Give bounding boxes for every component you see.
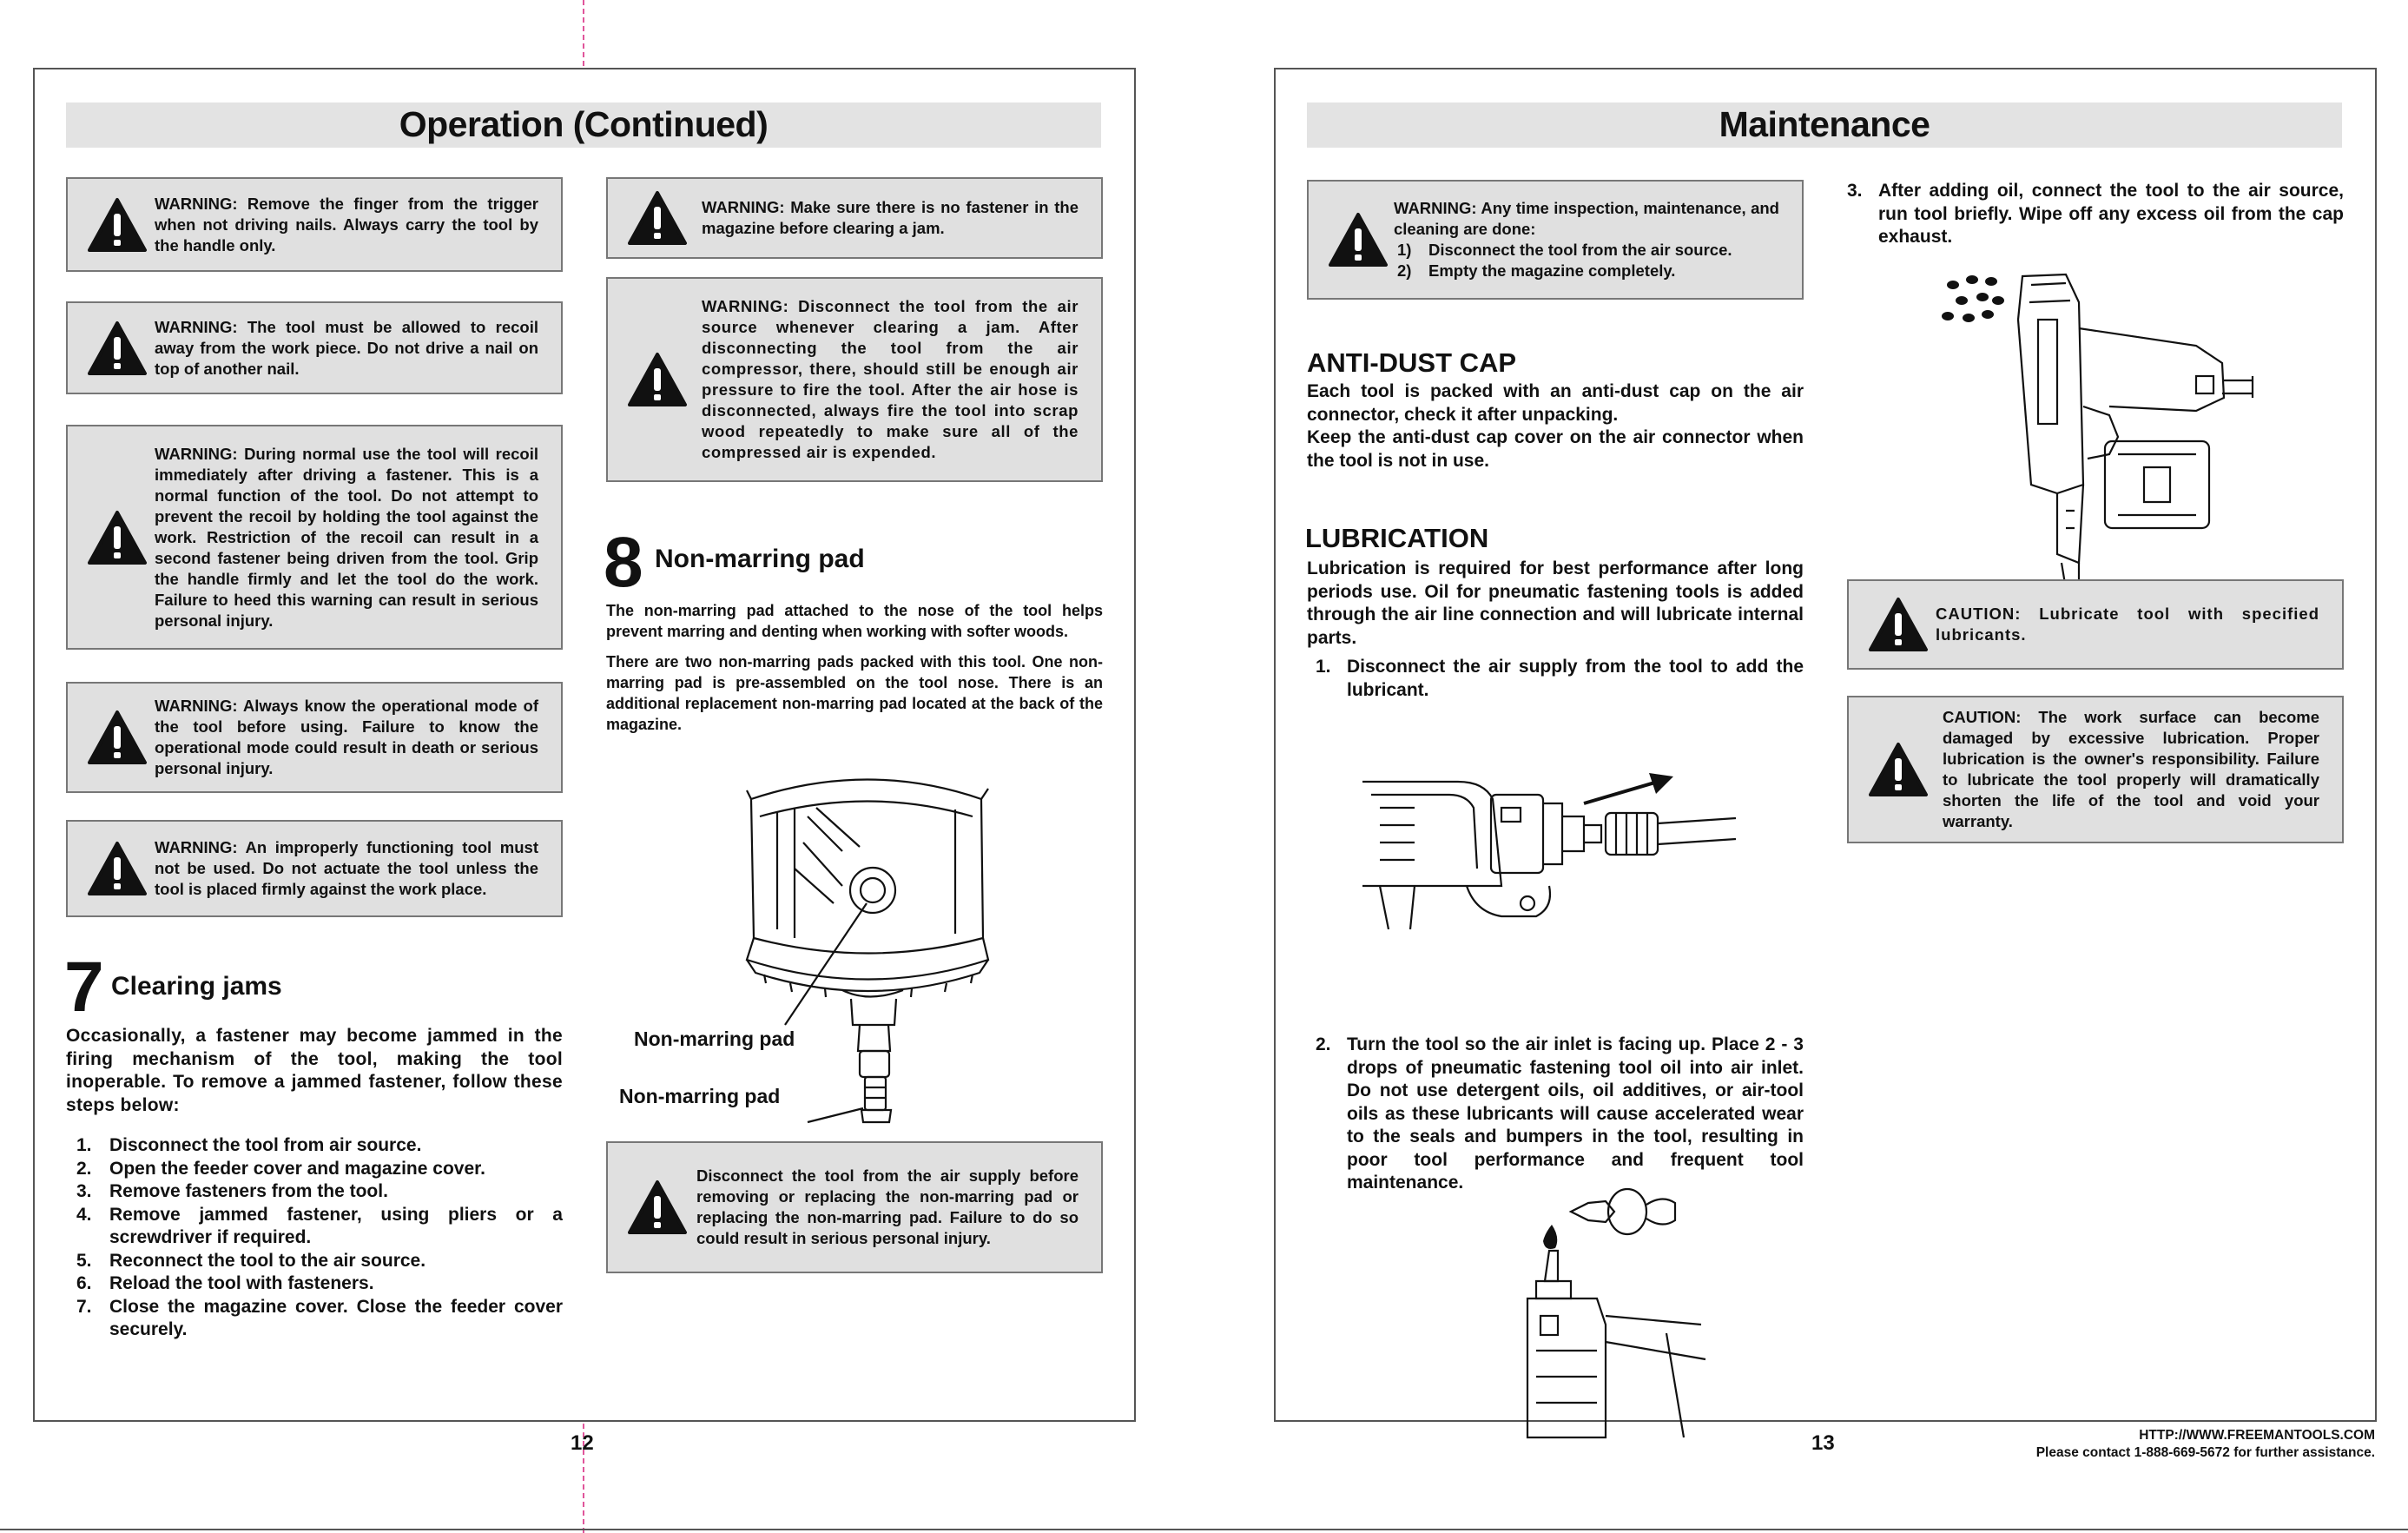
warning-lead: WARNING: Any time inspection, maintenance, and cleaning are done: bbox=[1394, 199, 1779, 238]
warning-icon bbox=[87, 710, 148, 765]
warning-box bbox=[1307, 180, 1804, 300]
caution-text: CAUTION: Lubricate tool with specified lubricants. bbox=[1936, 605, 2319, 644]
warning-icon bbox=[627, 1179, 688, 1235]
warning-text: WARNING: Always know the operational mode of the tool before using. Failure to know the operational mode could result in death or serious personal injury. bbox=[155, 697, 538, 777]
warning-icon bbox=[1868, 742, 1929, 797]
warning-text: WARNING: An improperly functioning tool must not be used. Do not actuate the tool unless the tool is placed firmly against the work place. bbox=[155, 838, 538, 898]
section-paragraph: Lubrication is required for best performance after long periods use. Oil for pneumatic fastening tools is added through the air line connection and will lubricate internal parts. bbox=[1307, 558, 1804, 648]
warning-icon bbox=[627, 352, 688, 407]
list-item: 4. Remove jammed fastener, using pliers or a screwdriver if required. bbox=[76, 1204, 563, 1247]
section-paragraph: The non-marring pad attached to the nose of the tool helps prevent marring and denting when working with softer woods. bbox=[606, 602, 1103, 640]
coil-nailer-illustration bbox=[1936, 268, 2266, 615]
footer-url: HTTP://WWW.FREEMANTOOLS.COM bbox=[2139, 1428, 2375, 1443]
warning-text: WARNING: Disconnect the tool from the air source whenever clearing a jam. After disconnecting the tool from the air compressor, there, should still be enough air pressure to fire the tool. After the air hose is disconnected, always fire the tool into scrap wood repeatedly to make sure all of the compressed air is expended. bbox=[702, 297, 1079, 461]
left-page bbox=[33, 68, 1136, 1422]
warning-text: Disconnect the tool from the air supply before removing or replacing the non-marring pad or replacing the non-marring pad. Failure to do so could result in serious personal injury. bbox=[696, 1166, 1079, 1247]
callout-label: Non-marring pad bbox=[634, 1028, 795, 1050]
list-item: 1) Disconnect the tool from the air source. bbox=[1397, 241, 1732, 259]
caution-box bbox=[1847, 579, 2344, 670]
warning-icon bbox=[1328, 212, 1389, 268]
list-item: 3. Remove fasteners from the tool. bbox=[76, 1181, 388, 1201]
warning-box bbox=[66, 425, 563, 650]
footer-phone: Please contact 1-888-669-5672 for further assistance. bbox=[2035, 1445, 2375, 1460]
warning-icon bbox=[87, 320, 148, 376]
section-heading: Clearing jams bbox=[111, 972, 282, 1001]
caution-text: CAUTION: The work surface can become damaged by excessive lubrication. Proper lubrication is the owner's responsibility. Failure to lubricate the tool properly will dramatically shorten the life of the tool and void your warranty. bbox=[1943, 708, 2319, 830]
list-item: 7. Close the magazine cover. Close the feeder cover securely. bbox=[76, 1296, 563, 1339]
air-disconnect-illustration bbox=[1362, 756, 1745, 929]
section-heading: ANTI-DUST CAP bbox=[1307, 347, 1517, 378]
warning-box bbox=[66, 177, 563, 272]
warning-text: WARNING: During normal use the tool will recoil immediately after driving a fastener. This is a normal function of the tool. Do not attempt to prevent the recoil by holding the tool against the work. Restriction of the recoil can result in a second fastener being driven from the tool. Grip the handle firmly and let the tool do the work. Failure to heed this warning can result in serious personal injury. bbox=[155, 444, 538, 630]
warning-text: WARNING: Remove the finger from the trigger when not driving nails. Always carry the tool by the handle only. bbox=[155, 194, 538, 254]
section-number: 7 bbox=[64, 948, 101, 1027]
non-marring-pad-illustration bbox=[712, 764, 1025, 1181]
caution-box bbox=[1847, 696, 2344, 843]
footer-contact bbox=[2036, 1427, 2375, 1462]
page-number: 13 bbox=[1811, 1431, 1835, 1455]
warning-text: WARNING: Make sure there is no fastener in the magazine before clearing a jam. bbox=[702, 198, 1079, 237]
section-intro: Occasionally, a fastener may become jammed in the firing mechanism of the tool, making the tool inoperable. To remove a jammed fastener, follow these steps below: bbox=[66, 1026, 563, 1115]
warning-box bbox=[606, 177, 1103, 259]
steps-list bbox=[76, 1134, 563, 1342]
warning-box bbox=[606, 277, 1103, 482]
page-title: Operation (Continued) bbox=[66, 102, 1101, 148]
warning-box bbox=[66, 682, 563, 793]
right-page bbox=[1274, 68, 2377, 1422]
list-item: 1. Disconnect the tool from air source. bbox=[76, 1135, 422, 1155]
list-item: 6. Reload the tool with fasteners. bbox=[76, 1273, 374, 1293]
page-title: Maintenance bbox=[1307, 102, 2342, 148]
page-number: 12 bbox=[571, 1431, 594, 1455]
section-heading: LUBRICATION bbox=[1305, 523, 1489, 553]
callout-label: Non-marring pad bbox=[619, 1085, 781, 1107]
section-paragraph: There are two non-marring pads packed with this tool. One non-marring pad is pre-assembled on the tool nose. There is an additional replacement non-marring pad located at the back of the magazine. bbox=[606, 653, 1103, 733]
section-paragraph: Each tool is packed with an anti-dust cap on the air connector, check it after unpacking. bbox=[1307, 381, 1804, 425]
oil-illustration bbox=[1510, 1186, 1719, 1446]
list-item: 2. Open the feeder cover and magazine cover. bbox=[76, 1158, 485, 1179]
page-bottom-border bbox=[0, 1529, 2408, 1530]
warning-box bbox=[606, 1141, 1103, 1273]
warning-text bbox=[1394, 198, 1779, 281]
warning-icon bbox=[1868, 597, 1929, 652]
section-number: 8 bbox=[604, 523, 640, 602]
warning-box bbox=[66, 820, 563, 917]
warning-icon bbox=[627, 190, 688, 246]
list-item: 5. Reconnect the tool to the air source. bbox=[76, 1250, 426, 1271]
warning-icon bbox=[87, 841, 148, 896]
list-item: 2. Turn the tool so the air inlet is facing up. Place 2 - 3 drops of pneumatic fastening tool oil into air inlet. Do not use detergent oils, oil additives, or air-tool oils as these lubricants will cause accelerated wear to the seals and bumpers in the tool, resulting in poor tool performance and frequent tool maintenance. bbox=[1316, 1034, 1804, 1193]
section-heading: Non-marring pad bbox=[655, 545, 865, 573]
warning-icon bbox=[87, 197, 148, 253]
warning-box bbox=[66, 301, 563, 394]
list-item: 2) Empty the magazine completely. bbox=[1397, 261, 1676, 280]
section-paragraph: Keep the anti-dust cap cover on the air connector when the tool is not in use. bbox=[1307, 427, 1804, 471]
warning-icon bbox=[87, 510, 148, 565]
list-item: 3. After adding oil, connect the tool to the air source, run tool briefly. Wipe off any excess oil from the cap exhaust. bbox=[1847, 181, 2344, 247]
warning-text: WARNING: The tool must be allowed to recoil away from the work piece. Do not drive a nail on top of another nail. bbox=[155, 317, 538, 378]
list-item: 1. Disconnect the air supply from the tool to add the lubricant. bbox=[1316, 657, 1804, 700]
